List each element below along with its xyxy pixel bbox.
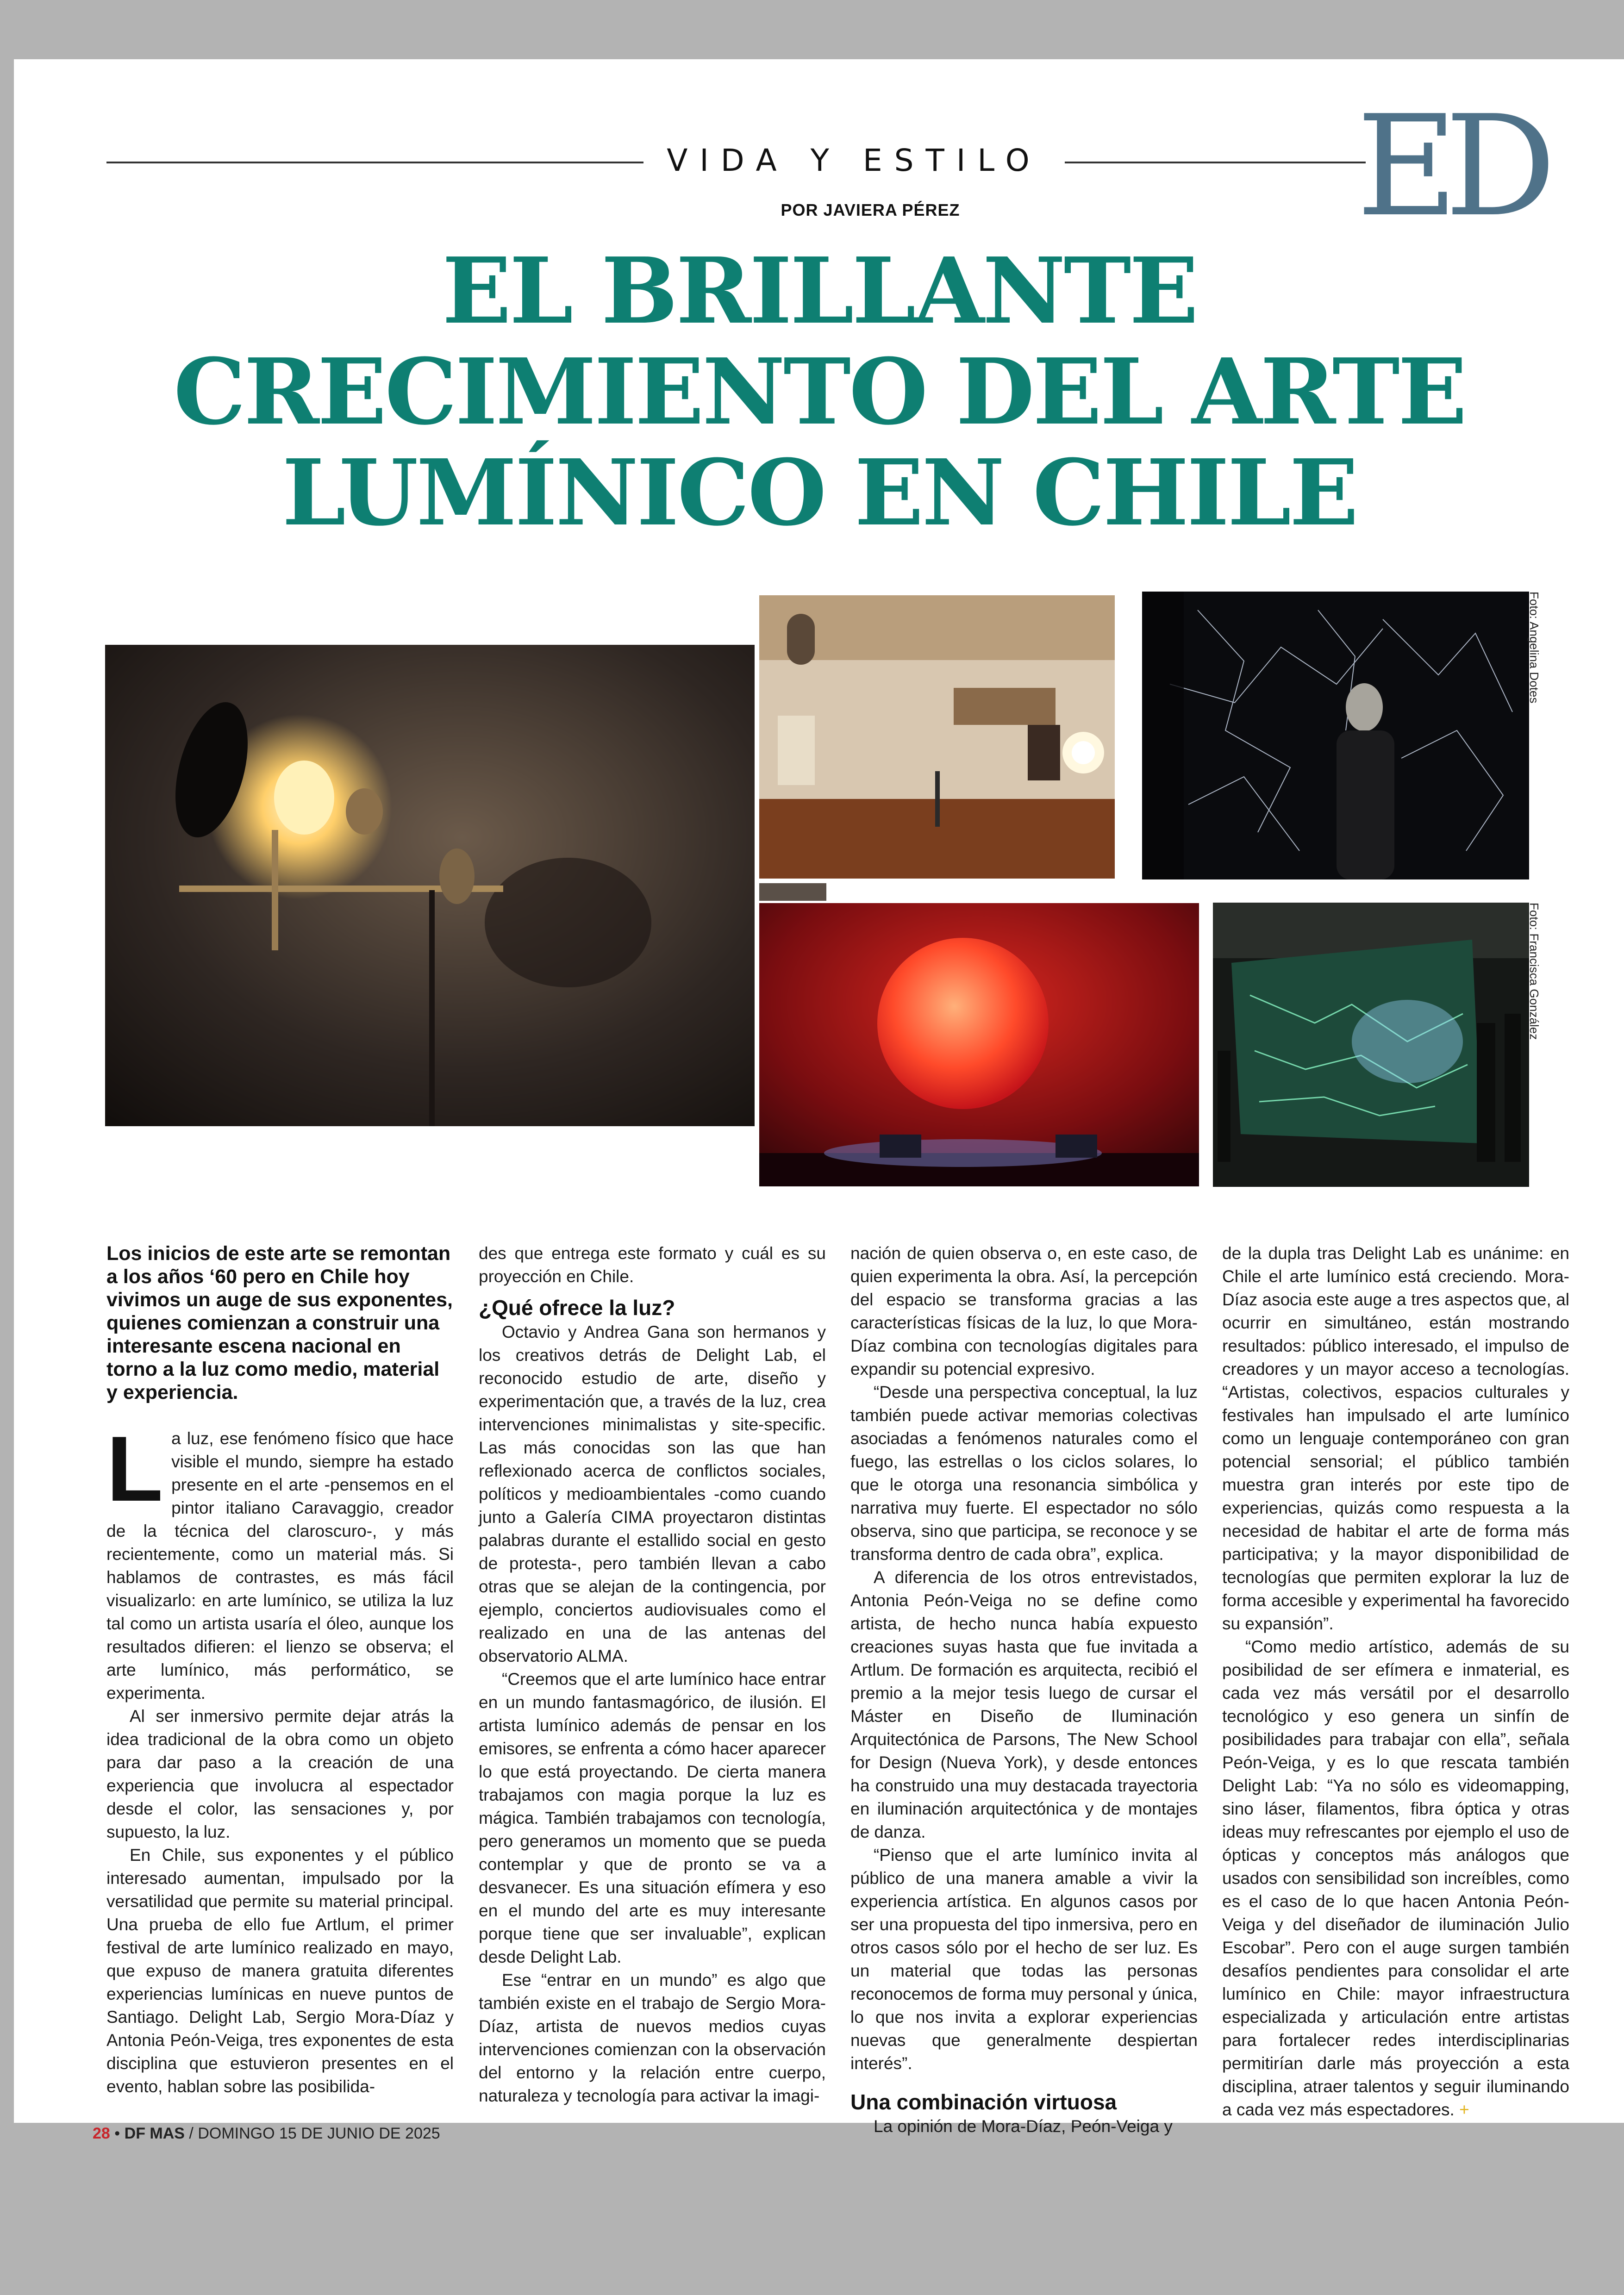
article-column-4 bbox=[1222, 1242, 1569, 2121]
section-title: VIDA Y ESTILO bbox=[667, 143, 1042, 178]
section-rule-right bbox=[1065, 162, 1366, 163]
footer-brand: DF MAS bbox=[124, 2125, 185, 2142]
body-paragraph: “Pienso que el arte lumínico invita al público de una manera amable a vivir la experiencia artística. En algunos casos por ser una propuesta del tipo inmersiva, pero en otros casos sólo por el hecho de ser luz. Es un material que todas las personas reconocemos de forma muy personal y única, lo que nos invita a explorar experiencias nuevas que generalmente despiertan interés”. bbox=[850, 1846, 1198, 2073]
photo-red-sphere bbox=[759, 903, 1199, 1186]
headline-line-1: EL BRILLANTE bbox=[442, 238, 1197, 344]
body-paragraph-final-text: “Como medio artístico, además de su posibilidad de ser efímera e inmaterial, es cada vez más versátil por el desarrollo tecnológico y eso genera un sinfín de posibilidades para trabajar con ella”, señala Peón-Veiga, y es lo que rescata también Delight Lab: “Ya no sólo es videomapping, sino láser, filamentos, fibra óptica y otras ideas muy refrescantes por ejemplo el uso de ópticas y conceptos más análogos que usados con sensibilidad son increíbles, como es el caso de lo que hacen Antonia Peón-Veiga y del diseñador de iluminación Julio Escobar”. Pero con el auge surgen también desafíos pendientes para consolidar el arte lumínico en Chile: mayor infraestructura especializada y articulación entre artistas para fortalecer redes interdisciplinarias permitirían darle más proyección a esta disciplina, atraer talentos y seguir iluminando a cada vez más espectadores. bbox=[1222, 1637, 1569, 2119]
photo-credit-francisca: Foto: Francisca González bbox=[1527, 903, 1541, 1040]
photo-industrial-projection bbox=[1213, 903, 1529, 1187]
body-paragraph: En Chile, sus exponentes y el público interesado aumentan, impulsado por la versatilidad que permite su material principal. Una prueba de ello fue Artlum, el primer festival de arte lumínico realizado en mayo, que expuso de manera gratuita diferentes experiencias lumínicas en nueve puntos de Santiago. Delight Lab, Sergio Mora-Díaz y Antonia Peón-Veiga, tres exponentes de esta disciplina que estuvieron presentes en el evento, hablan sobre las posibilida- bbox=[106, 1846, 454, 2096]
body-paragraph: A diferencia de los otros entrevistados, Antonia Peón-Veiga no se define como artista, de hecho nunca había expuesto creaciones suyas hasta que fue invitada a Artlum. De formación es arquitecta, recibió el premio a la mejor tesis luego de cursar el Máster en Diseño de Iluminación Arquitectónica de Parsons, The New School for Design (Nueva York), y desde entonces ha construido una muy destacada trayectoria en iluminación arquitectónica y de montajes de danza. bbox=[850, 1568, 1198, 1841]
page-footer bbox=[93, 2125, 440, 2143]
body-paragraph: des que entrega este formato y cuál es su proyección en Chile. bbox=[479, 1244, 826, 1286]
section-rule-left bbox=[106, 162, 643, 163]
photo-church-interior bbox=[759, 595, 1115, 879]
body-paragraph-1 bbox=[106, 1417, 454, 1705]
byline: POR JAVIERA PÉREZ bbox=[781, 200, 960, 219]
body-paragraph: nación de quien observa o, en este caso, de quien experimenta la obra. Así, la percepción del espacio se transforma gracias a las características físicas de la luz, lo que Mora-Díaz combina con tecnologías digitales para expandir su potencial expresivo. bbox=[850, 1244, 1198, 1378]
lead-paragraph: Los inicios de este arte se remontan a los años ‘60 pero en Chile hoy vivimos un auge de sus exponentes, quienes comienzan a construir una interesante escena nacional en torno a la luz como medio, material y experiencia. bbox=[106, 1242, 453, 1403]
body-paragraph: La opinión de Mora-Díaz, Peón-Veiga y bbox=[874, 2117, 1173, 2136]
footer-separator: • bbox=[114, 2125, 125, 2142]
photo-strip bbox=[759, 883, 826, 901]
headline-line-2: CRECIMIENTO DEL ARTE bbox=[173, 339, 1466, 445]
body-paragraph: “Desde una perspectiva conceptual, la luz también puede activar memorias colectivas asociadas a fenómenos naturales como el fuego, las estrellas o los ciclos solares, lo que le otorga una resonancia simbólica y narrativa muy fuerte. El espectador no sólo observa, sino que participa, se reconoce y se transforma dentro de cada obra”, explica. bbox=[850, 1383, 1198, 1564]
headline bbox=[83, 238, 1555, 546]
photo-credit-angelina: Foto: Angelina Dotes bbox=[1527, 592, 1541, 704]
article-column-2 bbox=[479, 1242, 826, 2108]
ed-logo: ED bbox=[1356, 86, 1543, 247]
body-paragraph: de la dupla tras Delight Lab es unánime: en Chile el arte lumínico está creciendo. Mora-Díaz asocia este auge a tres aspectos que, al ocurrir en simultáneo, están mostrando resultados: público interesado, el impulso de creadores y un mayor acceso a tecnologías. “Artistas, colectivos, espacios culturales y festivales han impulsado el arte lumínico como un lenguaje contemporáneo con gran potencial sensorial; el público también muestra gran interés por este tipo de experiencias, quizás como respuesta a la necesidad de habitar el arte de forma más participativa; y la mayor disponibilidad de tecnologías que permiten explorar la luz de forma accesible y experimental ha favorecido su expansión”. bbox=[1222, 1244, 1569, 1633]
page-number: 28 bbox=[93, 2125, 110, 2142]
article-column-3 bbox=[850, 1242, 1198, 2138]
body-paragraph-final bbox=[1222, 1635, 1569, 2121]
footer-slash: / bbox=[189, 2125, 198, 2142]
body-paragraph: Al ser inmersivo permite dejar atrás la idea tradicional de la obra como un objeto para dar paso a la creación de una experiencia que involucra al espectador desde el color, las sensaciones y, por supuesto, la luz. bbox=[106, 1707, 454, 1841]
drop-cap: L bbox=[106, 1417, 163, 1521]
end-mark-icon: + bbox=[1459, 2100, 1469, 2119]
body-paragraph: Octavio y Andrea Gana son hermanos y los creativos detrás de Delight Lab, el reconocido estudio de arte, diseño y experimentación que, a través de la luz, crea intervenciones minimalistas y site-specific. Las más conocidas son las que han reflexionado acerca de conflictos sociales, políticos y medioambientales -como cuando junto a Galería CIMA proyectaron distintas palabras durante el estallido social en gesto de protesta-, pero también llevan a cabo otras que se alejan de la contingencia, por ejemplo, conciertos audiovisuales como el realizado en una de las antenas del observatorio ALMA. bbox=[479, 1322, 826, 1665]
subheading-que-ofrece: ¿Qué ofrece la luz? bbox=[479, 1296, 675, 1320]
subheading-combinacion: Una combinación virtuosa bbox=[850, 2090, 1117, 2114]
photo-lamp bbox=[105, 645, 755, 1126]
body-paragraph-1-text: a luz, ese fenómeno físico que hace visible el mundo, siempre ha estado presente en el arte -pensemos en el pintor italiano Caravaggio, creador de la técnica del claroscuro-, y más recientemente, como un material más. Si hablamos de contrastes, es más fácil visualizarlo: en arte lumínico, se utiliza la luz tal como un artista usaría el óleo, aunque los resultados difieren: el lienzo se observa; el arte lumínico, más performático, se experimenta. bbox=[106, 1429, 454, 1703]
body-paragraph: Ese “entrar en un mundo” es algo que también existe en el trabajo de Sergio Mora-Díaz, artista de nuevos medios cuyas intervenciones comienzan con la observación del entorno y la relación entre cuerpo, naturaleza y tecnología para activar la imagi- bbox=[479, 1971, 826, 2105]
body-paragraph: “Creemos que el arte lumínico hace entrar en un mundo fantasmagórico, de ilusión. El artista lumínico además de pensar en los emisores, se enfrenta a cómo hacer aparecer lo que está proyectando. De cierta manera trabajamos con magia porque la luz es mágica. También trabajamos con tecnología, pero generamos un momento que se pueda contemplar y que de pronto se va a desvanecer. Es una situación efímera y eso en el mundo del arte es muy interesante porque tiene que ser invaluable”, explican desde Delight Lab. bbox=[479, 1670, 826, 1966]
footer-date: DOMINGO 15 DE JUNIO DE 2025 bbox=[198, 2125, 440, 2142]
photo-projection-lines bbox=[1142, 592, 1529, 879]
headline-line-3: LUMÍNICO EN CHILE bbox=[282, 440, 1357, 546]
article-column-1 bbox=[106, 1242, 454, 2098]
